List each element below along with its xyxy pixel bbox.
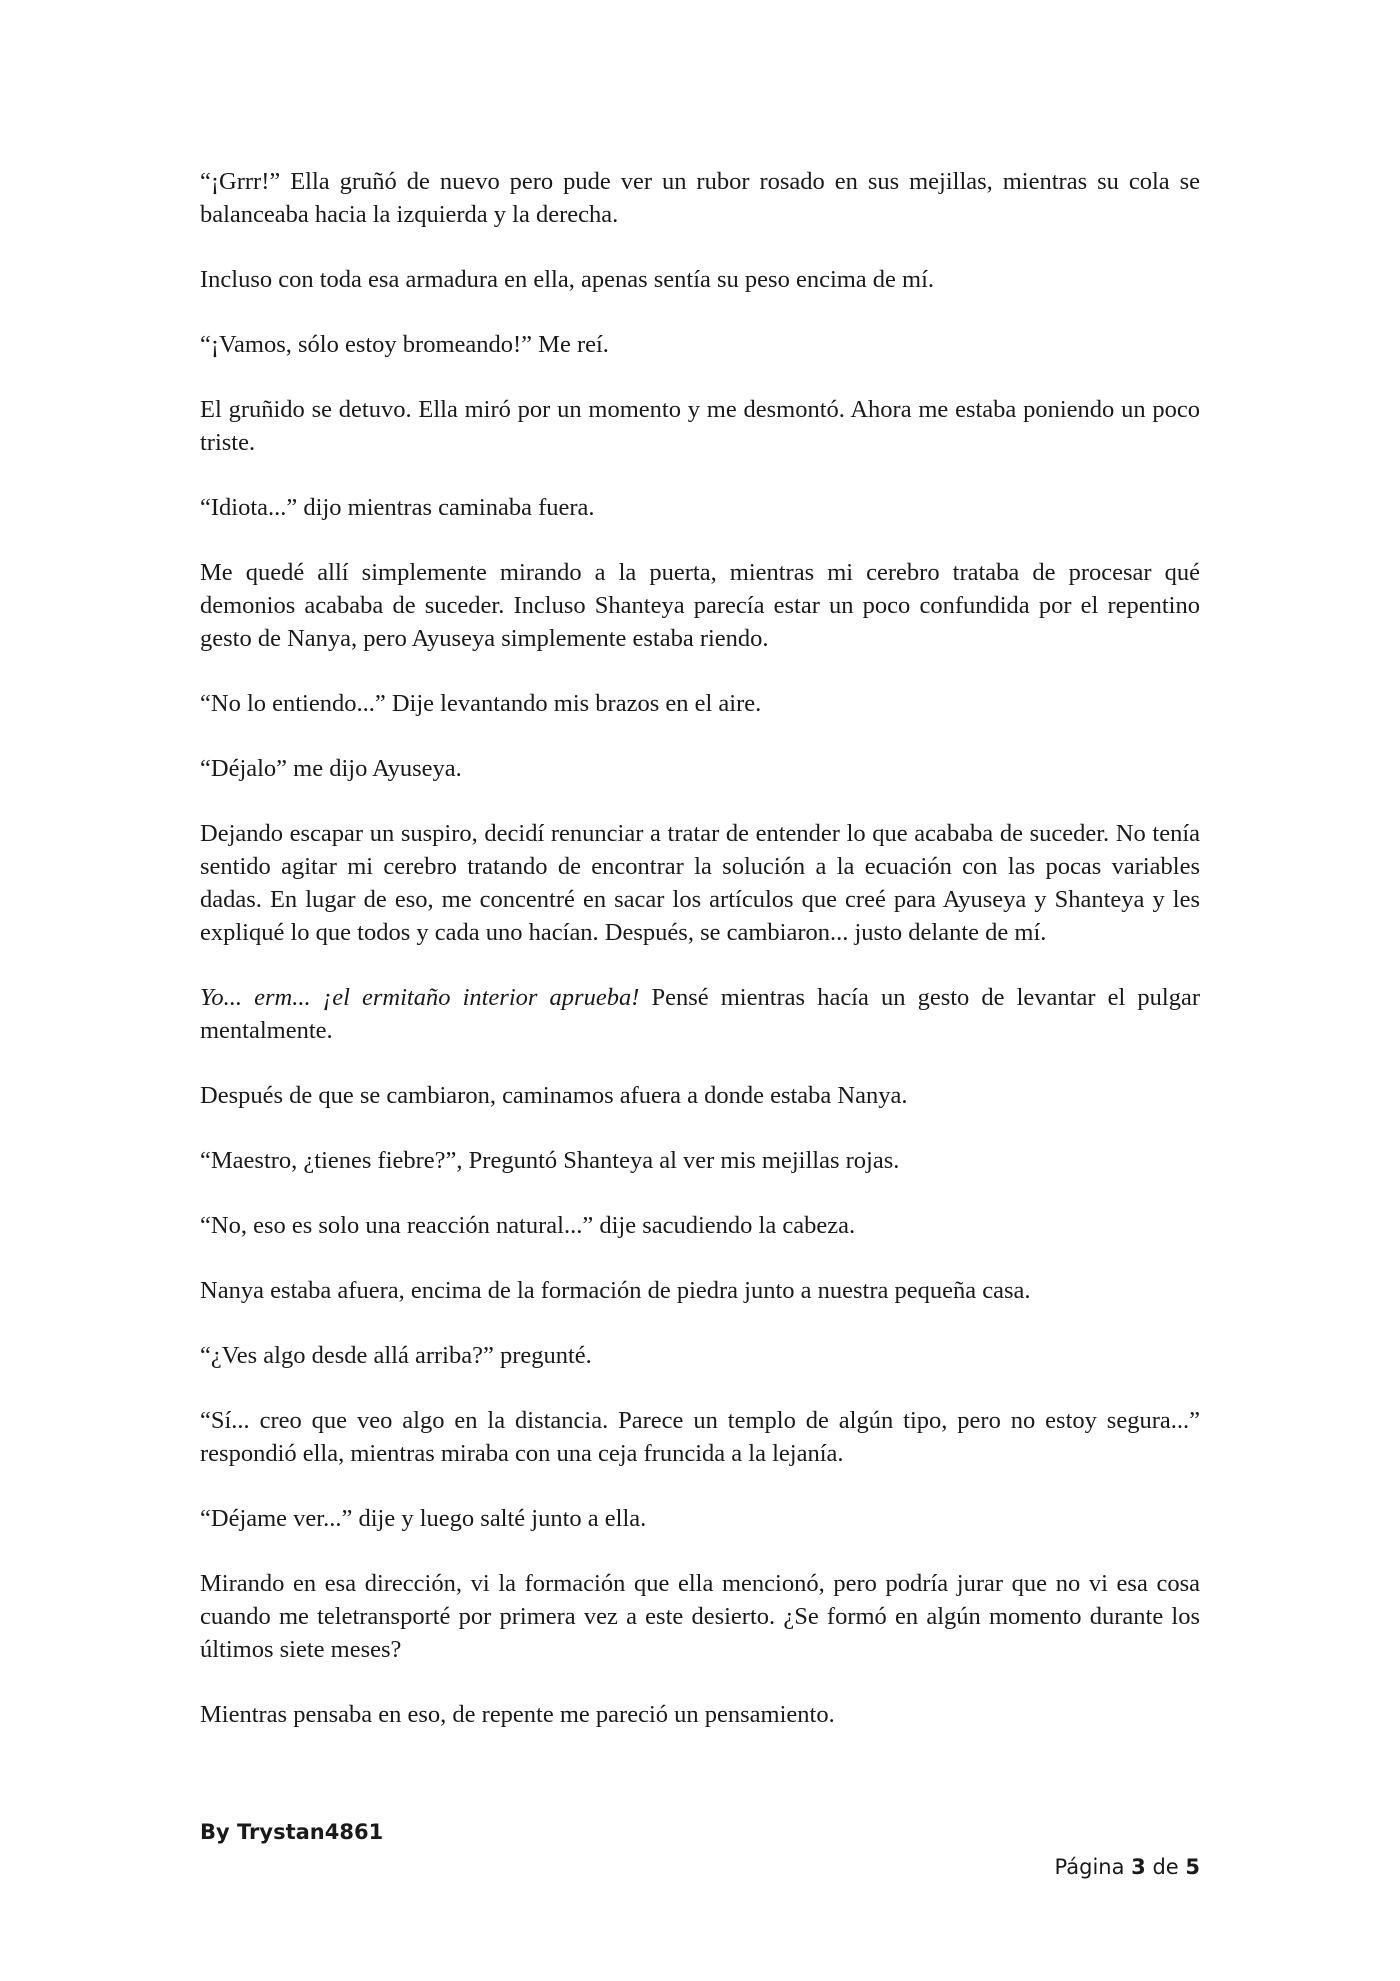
paragraph: Incluso con toda esa armadura en ella, apenas sentía su peso encima de mí.	[200, 266, 935, 293]
paragraph: Mientras pensaba en eso, de repente me pareció un pensamiento.	[200, 1701, 835, 1728]
paragraph: Me quedé allí simplemente mirando a la puerta, mientras mi cerebro trataba de procesar qué demonios acababa de suceder. Incluso Shanteya parecía estar un poco confundida por el repentino gesto de Nanya, pero Ayuseya simplemente estaba riendo.	[200, 559, 1200, 652]
paragraph: “Déjame ver...” dije y luego salté junto a ella.	[200, 1505, 647, 1532]
thought-continuation: Pensé mientras hacía un gesto de levantar el pulgar mentalmente.	[200, 984, 1200, 1044]
paragraph: “Maestro, ¿tienes fiebre?”, Preguntó Shanteya al ver mis mejillas rojas.	[200, 1147, 900, 1174]
paragraph: “Idiota...” dijo mientras caminaba fuera.	[200, 494, 595, 521]
paragraph: Dejando escapar un suspiro, decidí renunciar a tratar de entender lo que acababa de suceder. No tenía sentido agitar mi cerebro tratando de encontrar la solución a la ecuación con las pocas variables dadas. En lugar de eso, me concentré en sacar los artículos que creé para Ayuseya y Shanteya y les expliqué lo que todos y cada uno hacían. Después, se cambiaron... justo delante de mí.	[200, 820, 1200, 946]
page-prefix: Página	[1054, 1855, 1132, 1879]
paragraph: “No, eso es solo una reacción natural...” dije sacudiendo la cabeza.	[200, 1212, 856, 1239]
page-current: 3	[1131, 1855, 1146, 1879]
paragraph-italic-thought	[200, 981, 1200, 1047]
document-body	[200, 165, 1200, 1763]
paragraph: El gruñido se detuvo. Ella miró por un momento y me desmontó. Ahora me estaba poniendo un poco triste.	[200, 396, 1200, 456]
page-number	[1055, 1855, 1200, 1879]
italic-thought: Yo... erm... ¡el ermitaño interior aprueba!	[200, 984, 640, 1011]
paragraph: “Déjalo” me dijo Ayuseya.	[200, 755, 462, 782]
page-middle: de	[1145, 1855, 1186, 1879]
paragraph: “Sí... creo que veo algo en la distancia. Parece un templo de algún tipo, pero no estoy segura...” respondió ella, mientras miraba con una ceja fruncida a la lejanía.	[200, 1407, 1200, 1467]
paragraph: “¡Grrr!” Ella gruñó de nuevo pero pude ver un rubor rosado en sus mejillas, mientras su cola se balanceaba hacia la izquierda y la derecha.	[200, 168, 1200, 228]
paragraph: “¿Ves algo desde allá arriba?” pregunté.	[200, 1342, 592, 1369]
paragraph: Después de que se cambiaron, caminamos afuera a donde estaba Nanya.	[200, 1082, 908, 1109]
footer-author: By Trystan4861	[200, 1820, 384, 1844]
paragraph: “¡Vamos, sólo estoy bromeando!” Me reí.	[200, 331, 609, 358]
paragraph: Mirando en esa dirección, vi la formación que ella mencionó, pero podría jurar que no vi esa cosa cuando me teletransporté por primera vez a este desierto. ¿Se formó en algún momento durante los últimos siete meses?	[200, 1570, 1200, 1663]
page-total: 5	[1185, 1855, 1200, 1879]
paragraph: “No lo entiendo...” Dije levantando mis brazos en el aire.	[200, 690, 762, 717]
paragraph: Nanya estaba afuera, encima de la formación de piedra junto a nuestra pequeña casa.	[200, 1277, 1031, 1304]
